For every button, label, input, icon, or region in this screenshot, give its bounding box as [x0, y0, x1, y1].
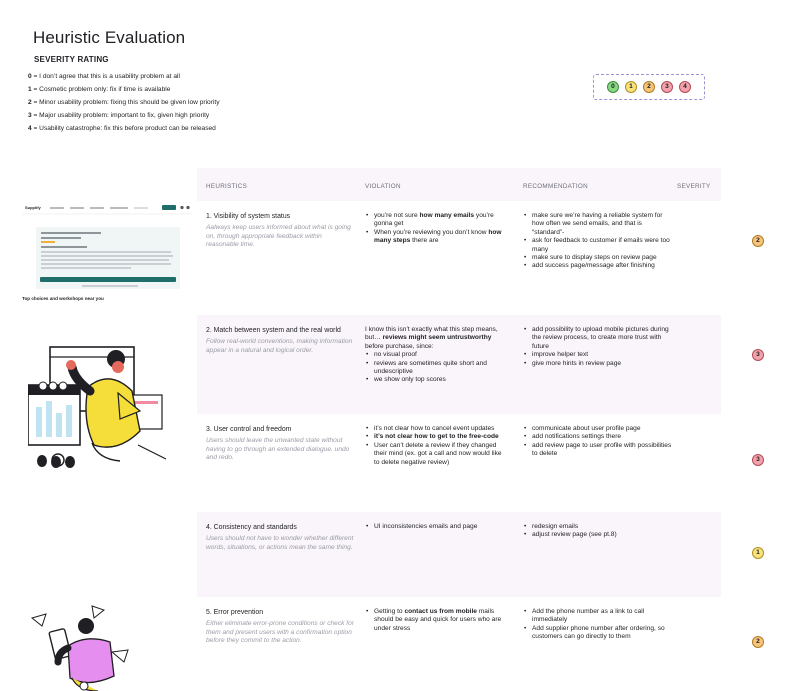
- recommendation-item: • ask for feedback to customer if emails were too many: [523, 237, 673, 254]
- heuristic-cell: [206, 523, 354, 552]
- header-heuristics: HEURISTICS: [206, 183, 248, 190]
- violation-item: • you’re not sure how many emails you’re gonna get: [365, 212, 507, 229]
- severity-legend: [593, 74, 705, 100]
- heuristic-cell: [206, 326, 354, 355]
- severity-badge-4: 4: [679, 81, 691, 93]
- header-severity: SEVERITY: [677, 183, 711, 190]
- violation-cell: [365, 212, 507, 246]
- violation-cell: [365, 608, 507, 633]
- table-row: [197, 512, 721, 597]
- table-row: [197, 597, 721, 691]
- violation-item: • we show only top scores: [365, 376, 507, 384]
- recommendation-cell: [523, 523, 673, 540]
- heuristic-description: Either eliminate error-prone conditions or check for them and present users with a confirmation option before they commit to the action.: [206, 620, 354, 645]
- person-illustration: [28, 335, 178, 475]
- severity-badge: 2: [752, 636, 764, 648]
- phone-illustration: [28, 600, 138, 691]
- severity-level-2: 2 = Minor usability problem: fixing this should be given low priority: [28, 99, 220, 106]
- violation-cell: [365, 523, 507, 531]
- table-row: [197, 315, 721, 414]
- page-title: Heuristic Evaluation: [33, 28, 186, 47]
- recommendation-item: • add review page to user profile with possibilities to delete: [523, 442, 673, 459]
- heuristic-title: 3. User control and freedom: [206, 426, 292, 433]
- heuristic-description: Users should not have to wonder whether different words, situations, or actions mean the same thing.: [206, 535, 354, 551]
- thumbnail-panel: [36, 227, 180, 289]
- severity-badge-2: 2: [643, 81, 655, 93]
- violation-item: • When you’re reviewing you don’t know how many steps there are: [365, 229, 507, 246]
- thumbnail-nav: [22, 205, 192, 227]
- recommendation-item: • adjust review page (see pt.8): [523, 531, 673, 539]
- severity-badge: 3: [752, 349, 764, 361]
- recommendation-item: • Add supplier phone number after ordering, so customers can go directly to them: [523, 625, 673, 642]
- recommendation-item: • add possibility to upload mobile pictures during the review process, to create more trust with future: [523, 326, 673, 351]
- severity-level-3: 3 = Major usability problem: important to fix, given high priority: [28, 112, 210, 119]
- header-violation: VIOLATION: [365, 183, 401, 190]
- violation-item: • reviews are sometimes quite short and undescriptive: [365, 360, 507, 377]
- header-recommendation: RECOMMENDATION: [523, 183, 588, 190]
- heuristic-title: 5. Error prevention: [206, 609, 264, 616]
- recommendation-item: • give more hints in review page: [523, 360, 673, 368]
- recommendation-cell: [523, 608, 673, 642]
- severity-level-1: 1 = Cosmetic problem only: fix if time is available: [28, 86, 171, 93]
- heuristic-description: Aalways keep users informed about what is going on, through appropriate feedback within reasonable time.: [206, 224, 351, 249]
- review-page-screenshot: [22, 205, 192, 305]
- heuristic-description: Users should leave the unwanted state without having to go through an extended dialogue. undo and redo.: [206, 437, 350, 462]
- heuristic-title: 2. Match between system and the real world: [206, 327, 341, 334]
- severity-badge-3: 3: [661, 81, 673, 93]
- severity-badge: 1: [752, 547, 764, 559]
- severity-badge-1: 1: [625, 81, 637, 93]
- recommendation-item: • add success page/message after finishing: [523, 262, 673, 270]
- violation-cell: [365, 326, 507, 385]
- severity-badge: 3: [752, 454, 764, 466]
- severity-level-0: 0 = I don’t agree that this is a usability problem at all: [28, 73, 180, 80]
- recommendation-cell: [523, 326, 673, 368]
- violation-item: • Getting to contact us from mobile mails should be easy and quick for users who are under stress: [365, 608, 507, 633]
- recommendation-cell: [523, 212, 673, 271]
- violation-item: • it’s not clear how to cancel event updates: [365, 425, 507, 433]
- recommendation-item: • communicate about user profile page: [523, 425, 673, 433]
- heuristic-title: 4. Consistency and standards: [206, 524, 297, 531]
- violation-item: I know this isn’t exactly what this step means, but… reviews might seem untrustworthy before purchase, since:: [365, 326, 498, 350]
- heuristic-cell: [206, 425, 354, 462]
- violation-cell: [365, 425, 507, 467]
- thumbnail-caption: Top choices and workshops near you: [22, 296, 104, 301]
- recommendation-item: • make sure to display steps on review page: [523, 254, 673, 262]
- severity-badge: 2: [752, 235, 764, 247]
- recommendation-item: • Add the phone number as a link to call immediately: [523, 608, 673, 625]
- recommendation-item: • improve helper text: [523, 351, 673, 359]
- recommendation-item: • redesign emails: [523, 523, 673, 531]
- thumbnail-brand: Supplify: [25, 205, 41, 210]
- severity-rating-heading: SEVERITY RATING: [34, 55, 109, 64]
- violation-item: • User can’t delete a review if they changed their mind (ex. got a call and now would like to delete negative review): [365, 442, 507, 467]
- violation-item: • it’s not clear how to get to the free-code: [365, 433, 507, 441]
- table-row: [197, 201, 721, 315]
- table-row: [197, 414, 721, 512]
- heuristic-cell: [206, 212, 354, 249]
- table-header: [197, 168, 721, 201]
- recommendation-item: • add notifications settings there: [523, 433, 673, 441]
- violation-item: • UI inconsistencies emails and page: [365, 523, 507, 531]
- heuristic-cell: [206, 608, 354, 645]
- severity-badge-0: 0: [607, 81, 619, 93]
- heuristic-description: Follow real-world conventions, making information appear in a natural and logical order.: [206, 338, 353, 354]
- violation-item: • no visual proof: [365, 351, 507, 359]
- recommendation-item: • make sure we’re having a reliable system for how often we send emails, and that is “standard”-: [523, 212, 673, 237]
- heuristic-title: 1. Visibility of system status: [206, 213, 291, 220]
- recommendation-cell: [523, 425, 673, 459]
- severity-rating-list: [28, 70, 220, 135]
- severity-level-4: 4 = Usability catastrophe: fix this before product can be released: [28, 125, 216, 132]
